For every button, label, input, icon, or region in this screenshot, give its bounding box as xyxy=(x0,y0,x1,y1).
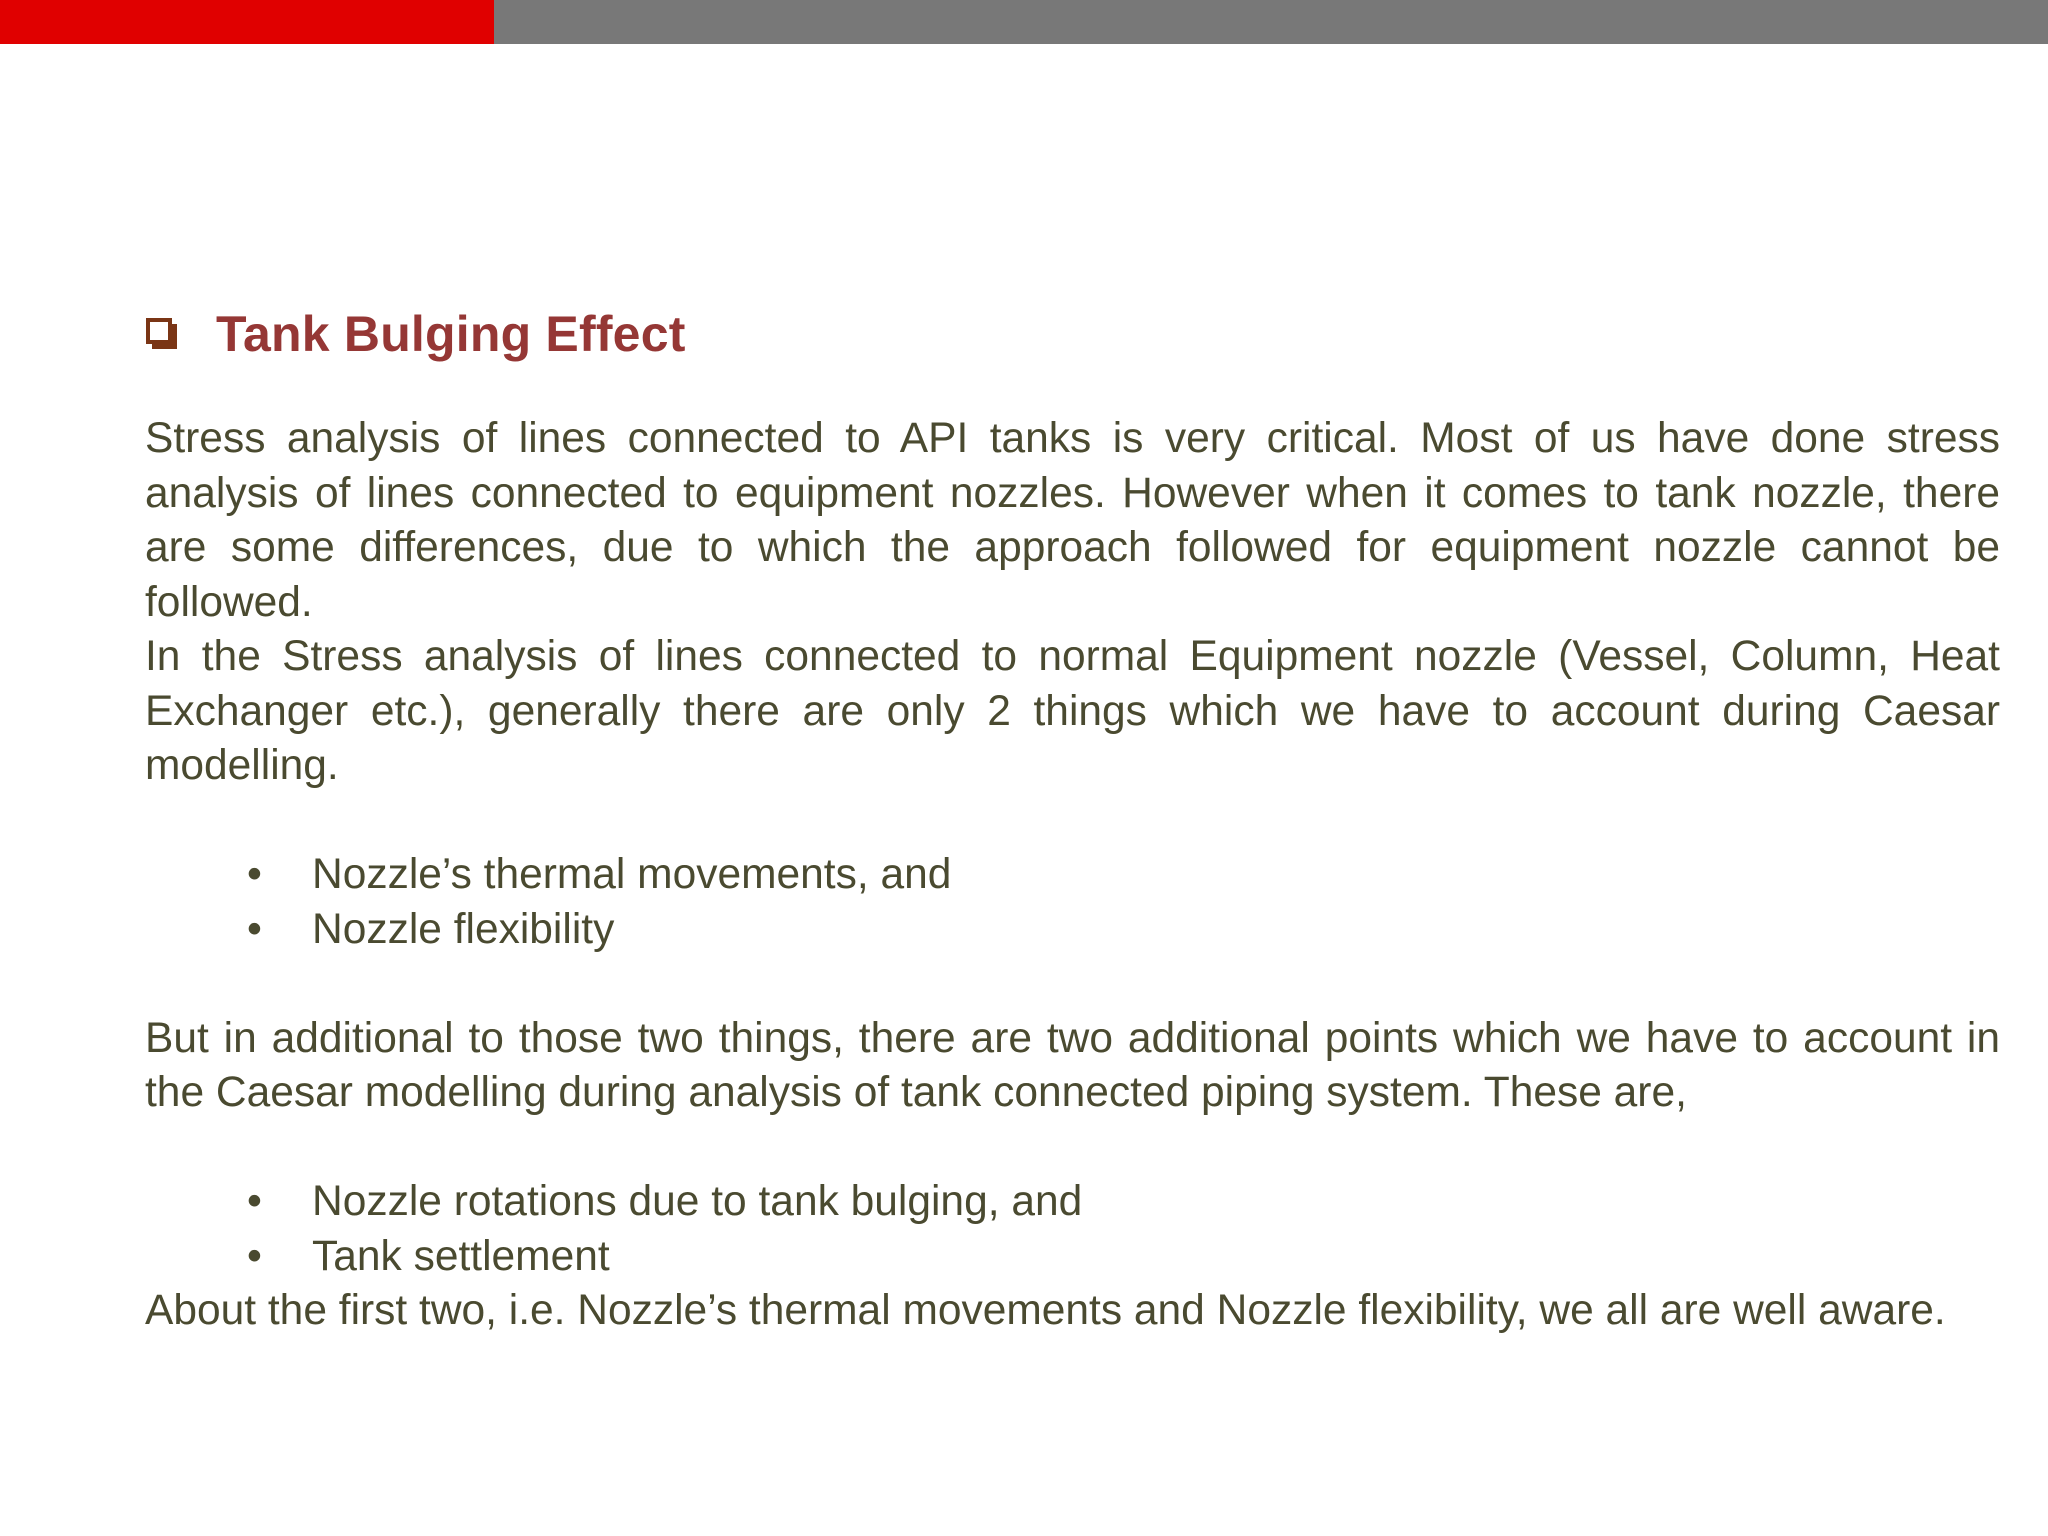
paragraph-intro: Stress analysis of lines connected to API tanks is very critical. Most of us have done stress analysis of lines connected to equipment nozzles. However when it comes to tank nozzle, there are some differences, due to which the approach followed for equipment nozzle cannot be followed. xyxy=(145,415,2000,626)
top-bar-grey-segment xyxy=(494,0,2048,44)
top-accent-bar xyxy=(0,0,2048,44)
bullet-list-normal-nozzle xyxy=(145,848,2000,957)
slide-heading xyxy=(144,304,686,364)
bullet-icon: • xyxy=(247,1178,262,1225)
list-item: • Nozzle’s thermal movements, and xyxy=(145,848,2000,903)
slide-body xyxy=(145,412,2000,1339)
slide-title: Tank Bulging Effect xyxy=(216,306,686,362)
paragraph-conclusion: About the first two, i.e. Nozzle’s thermal movements and Nozzle flexibility, we all are well aware. xyxy=(145,1287,1946,1334)
checkbox-square-icon xyxy=(144,316,180,352)
bullet-icon: • xyxy=(247,905,262,953)
paragraph-additional-points: But in additional to those two things, there are two additional points which we have to account in the Caesar modelling during analysis of tank connected piping system. These are, xyxy=(145,1014,2000,1116)
paragraph-normal-nozzle: In the Stress analysis of lines connected to normal Equipment nozzle (Vessel, Column, Heat Exchanger etc.), generally there are only 2 things which we have to account during Caesar modelling. xyxy=(145,633,2000,789)
bullet-icon: • xyxy=(247,851,262,898)
bullet-icon: • xyxy=(247,1232,262,1280)
top-bar-red-segment xyxy=(0,0,494,44)
bullet-list-tank-nozzle xyxy=(145,1175,2000,1284)
list-item: • Nozzle flexibility xyxy=(145,903,2000,958)
list-item: • Tank settlement xyxy=(145,1230,2000,1285)
list-item: • Nozzle rotations due to tank bulging, and xyxy=(145,1175,2000,1230)
